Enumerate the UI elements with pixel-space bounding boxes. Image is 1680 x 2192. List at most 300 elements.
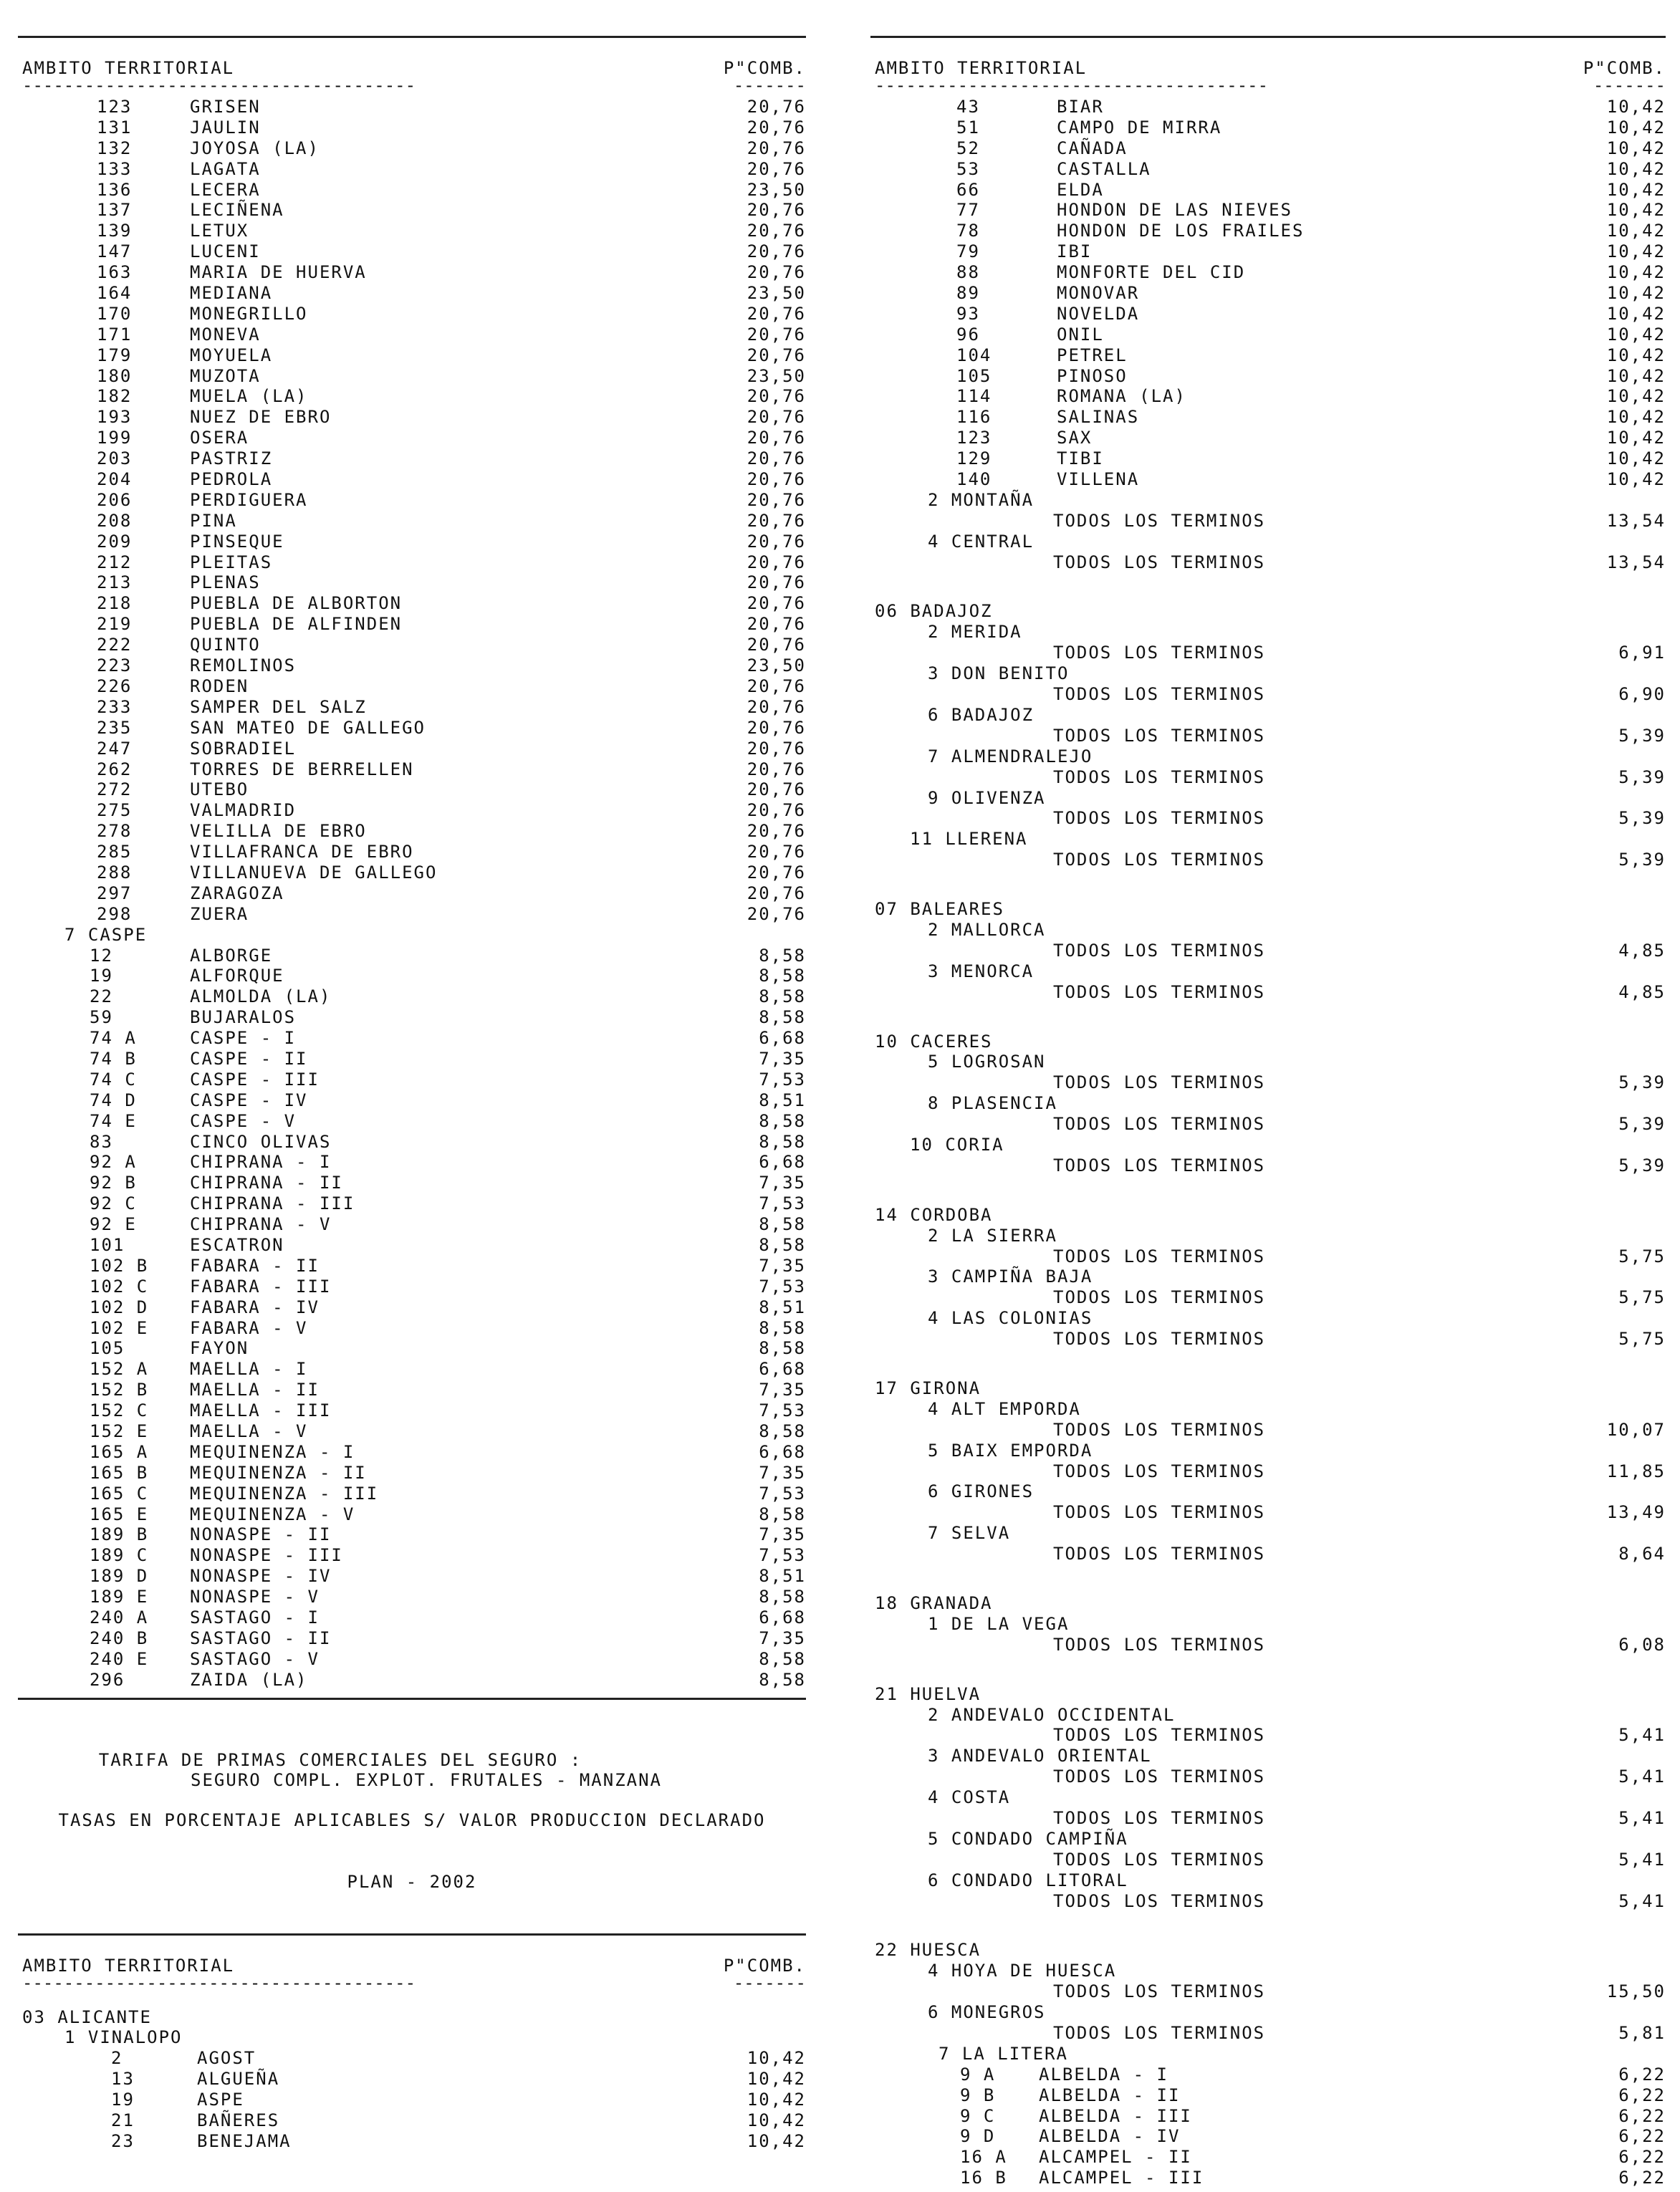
table-row (18, 1463, 806, 1484)
table-row (18, 1152, 806, 1173)
rate-value: 20,76 (747, 800, 806, 821)
table-header (18, 1950, 806, 1994)
todos-label: TODOS LOS TERMINOS (1053, 1634, 1266, 1655)
caspe-list (18, 946, 806, 1691)
comarca-name: 5 LOGROSAN (928, 1052, 1046, 1072)
table-row (18, 366, 806, 387)
municipality-code: 189 B (90, 1524, 149, 1545)
table-row (870, 2064, 1666, 2085)
rate-value: 20,76 (747, 510, 806, 531)
table-row (18, 428, 806, 448)
todos-label: TODOS LOS TERMINOS (1053, 552, 1266, 572)
municipality-code: 288 (97, 862, 133, 883)
todos-row (870, 1808, 1666, 1829)
comarca-name: 10 CORIA (910, 1134, 1004, 1155)
todos-label: TODOS LOS TERMINOS (1053, 2023, 1266, 2044)
municipality-name: VALMADRID (190, 800, 297, 821)
rate-value: 7,35 (759, 1380, 806, 1400)
rate-value: 10,42 (1606, 200, 1666, 221)
rate-value: 10,42 (1606, 345, 1666, 365)
table-row (18, 862, 806, 883)
rate-value: 10,42 (1606, 386, 1666, 407)
rate-value: 8,58 (759, 1338, 806, 1359)
municipality-code: 296 (90, 1669, 125, 1690)
comarca-label (870, 705, 1666, 726)
municipality-name: LUCENI (190, 241, 261, 262)
municipality-name: MONEGRILLO (190, 303, 308, 324)
rate-value: 20,76 (747, 448, 806, 469)
municipality-name: ALBELDA - III (1039, 2105, 1192, 2126)
comarca-label (870, 1399, 1666, 1420)
comarca-name: 5 BAIX EMPORDA (928, 1440, 1093, 1461)
municipality-code: 102 E (90, 1317, 149, 1338)
province-name: 03 ALICANTE (22, 2006, 152, 2027)
comarca-label (870, 1614, 1666, 1635)
rate-value: 20,76 (747, 407, 806, 428)
rate-value: 8,58 (759, 1587, 806, 1607)
province-label (870, 1032, 1666, 1052)
province-label (870, 1378, 1666, 1399)
rate-value: 5,41 (1618, 1766, 1666, 1787)
municipality-name: MOYUELA (190, 345, 273, 365)
table-row (18, 1111, 806, 1132)
rate-value: 8,58 (759, 1648, 806, 1669)
municipality-code: 74 D (90, 1090, 137, 1110)
table-row (18, 739, 806, 759)
municipality-code: 19 (111, 2090, 135, 2110)
todos-row (870, 1114, 1666, 1135)
municipality-name: ALMOLDA (LA) (190, 986, 332, 1007)
municipality-code: 105 (956, 365, 992, 386)
table-row (18, 1090, 806, 1111)
municipality-name: CASPE - IV (190, 1090, 308, 1110)
municipality-name: MUZOTA (190, 365, 261, 386)
header-dashes: -------------------------------------- (22, 75, 416, 95)
rate-value: 23,50 (747, 179, 806, 200)
table-row (18, 1277, 806, 1297)
municipality-code: 204 (97, 469, 133, 490)
table-row (18, 200, 806, 221)
rate-value: 6,22 (1618, 2085, 1666, 2105)
comarca-name: 4 HOYA DE HUESCA (928, 1961, 1117, 1981)
municipality-code: 165 E (90, 1504, 149, 1524)
table-row (18, 1007, 806, 1028)
todos-label: TODOS LOS TERMINOS (1053, 1287, 1266, 1308)
rate-value: 8,58 (759, 1214, 806, 1235)
table-row (870, 2085, 1666, 2106)
municipality-name: ASPE (197, 2090, 244, 2110)
comarca-label (870, 1523, 1666, 1544)
comarca-label (870, 1870, 1666, 1891)
municipality-name: JOYOSA (LA) (190, 138, 320, 158)
municipality-name: OSERA (190, 428, 249, 448)
table-header (870, 52, 1666, 97)
table-row (18, 2048, 806, 2069)
table-row (870, 325, 1666, 345)
table-row (870, 97, 1666, 117)
municipality-name: MEQUINENZA - V (190, 1504, 355, 1524)
table-row (18, 221, 806, 241)
rate-value: 6,68 (759, 1607, 806, 1628)
municipality-code: 170 (97, 303, 133, 324)
municipality-code: 164 (97, 283, 133, 304)
todos-label: TODOS LOS TERMINOS (1053, 850, 1266, 870)
comarca-label (870, 663, 1666, 684)
rate-value: 20,76 (747, 345, 806, 365)
table-row (18, 1607, 806, 1628)
municipality-code: 152 E (90, 1421, 149, 1441)
municipality-code: 147 (97, 241, 133, 262)
municipality-code: 114 (956, 386, 992, 407)
table-row (18, 904, 806, 925)
municipality-code: 92 C (90, 1193, 137, 1214)
municipality-code: 66 (956, 179, 980, 200)
todos-row (870, 850, 1666, 870)
table-row (18, 1649, 806, 1670)
municipality-code: 165 A (90, 1441, 149, 1462)
comarca-label (870, 961, 1666, 982)
table-row (18, 180, 806, 201)
municipality-code: 152 B (90, 1380, 149, 1400)
municipality-code: 79 (956, 241, 980, 262)
municipality-name: ZARAGOZA (190, 883, 284, 903)
comarca-label (870, 2044, 1666, 2064)
table-row (18, 97, 806, 117)
table-row (18, 490, 806, 511)
municipality-name: ALBORGE (190, 945, 273, 966)
rate-value: 20,76 (747, 158, 806, 179)
province-label (870, 1205, 1666, 1226)
comarca-name: 3 CAMPIÑA BAJA (928, 1266, 1093, 1287)
province-label (870, 1684, 1666, 1705)
comarca-label (870, 490, 1666, 511)
rate-value: 7,53 (759, 1276, 806, 1297)
municipality-code: 105 (90, 1338, 125, 1359)
rate-value: 6,91 (1618, 643, 1666, 663)
municipality-code: 16 A (960, 2147, 1007, 2168)
municipality-code: 189 E (90, 1587, 149, 1607)
group-spacer (870, 1350, 1666, 1378)
municipality-code: 235 (97, 717, 133, 738)
rate-value: 6,68 (759, 1152, 806, 1173)
municipality-code: 12 (90, 945, 113, 966)
comarca-name: 4 LAS COLONIAS (928, 1308, 1093, 1329)
municipality-code: 102 B (90, 1255, 149, 1276)
comarca-label (870, 1226, 1666, 1246)
rate-value: 7,53 (759, 1483, 806, 1504)
table-row (18, 676, 806, 697)
municipality-code: 262 (97, 759, 133, 779)
municipality-name: VELILLA DE EBRO (190, 821, 367, 842)
right-column (870, 36, 1666, 2188)
table-row (18, 511, 806, 532)
todos-row (870, 1420, 1666, 1441)
province-name: 14 CORDOBA (875, 1204, 993, 1225)
municipality-name: PINOSO (1057, 365, 1128, 386)
group-spacer (870, 1655, 1666, 1684)
todos-label: TODOS LOS TERMINOS (1053, 684, 1266, 705)
rate-value: 20,76 (747, 779, 806, 800)
rate-value: 15,50 (1606, 1981, 1666, 2002)
table-row (18, 1587, 806, 1607)
municipality-name: LETUX (190, 221, 249, 241)
province-groups (870, 490, 1666, 2044)
rate-value: 20,76 (747, 386, 806, 407)
municipality-code: 203 (97, 448, 133, 469)
rate-value: 7,35 (759, 1628, 806, 1648)
municipality-name: JAULIN (190, 117, 261, 138)
rate-value: 8,58 (759, 1110, 806, 1131)
rate-value: 5,39 (1618, 1114, 1666, 1135)
rate-value: 8,58 (759, 1504, 806, 1524)
municipality-code: 179 (97, 345, 133, 365)
rate-value: 20,76 (747, 572, 806, 593)
rate-value: 5,75 (1618, 1287, 1666, 1308)
municipality-name: ALBELDA - IV (1039, 2126, 1181, 2147)
table-row (18, 1256, 806, 1277)
rate-value: 20,76 (747, 842, 806, 862)
rate-value: 5,39 (1618, 1072, 1666, 1093)
table-row (18, 1545, 806, 1566)
rate-value: 6,68 (759, 1028, 806, 1049)
comarca-label (870, 2002, 1666, 2023)
rate-value: 5,39 (1618, 766, 1666, 787)
group-spacer (870, 1176, 1666, 1205)
municipality-name: VILLANUEVA DE GALLEGO (190, 862, 438, 883)
municipality-name: REMOLINOS (190, 655, 297, 676)
municipality-code: 89 (956, 283, 980, 304)
table-row (870, 200, 1666, 221)
table-row (18, 345, 806, 366)
todos-row (870, 1461, 1666, 1482)
todos-row (870, 684, 1666, 705)
comarca-label (870, 622, 1666, 643)
municipality-code: 101 (90, 1234, 125, 1255)
municipality-code: 133 (97, 158, 133, 179)
municipality-name: FABARA - II (190, 1255, 320, 1276)
municipality-code: 74 A (90, 1028, 137, 1049)
table-row (870, 2168, 1666, 2188)
municipality-code: 9 B (960, 2085, 996, 2105)
municipality-name: NONASPE - IV (190, 1566, 332, 1587)
rate-value: 10,42 (1606, 303, 1666, 324)
table-row (18, 1214, 806, 1235)
table-row (18, 1504, 806, 1525)
table-row (18, 842, 806, 862)
municipality-code: 298 (97, 903, 133, 924)
table-row (18, 1442, 806, 1463)
rate-value: 20,76 (747, 717, 806, 738)
table-row (870, 386, 1666, 407)
todos-row (870, 1725, 1666, 1746)
rate-value: 20,76 (747, 738, 806, 759)
municipality-name: MAELLA - V (190, 1421, 308, 1441)
todos-label: TODOS LOS TERMINOS (1053, 1981, 1266, 2002)
municipality-name: CAÑADA (1057, 138, 1128, 158)
todos-row (870, 1502, 1666, 1523)
municipality-code: 129 (956, 448, 992, 469)
rate-value: 20,76 (747, 614, 806, 635)
todos-row (870, 511, 1666, 532)
rate-value: 13,54 (1606, 510, 1666, 531)
municipality-name: CHIPRANA - II (190, 1173, 343, 1193)
table-row (18, 1235, 806, 1256)
rate-value: 23,50 (747, 283, 806, 304)
rate-value: 20,76 (747, 262, 806, 283)
municipality-name: NOVELDA (1057, 303, 1140, 324)
municipality-name: ALFORQUE (190, 966, 284, 986)
municipality-name: CASPE - III (190, 1069, 320, 1090)
rate-value: 4,85 (1618, 981, 1666, 1002)
municipality-name: PLEITAS (190, 552, 273, 572)
comarca-name: 2 LA SIERRA (928, 1225, 1057, 1246)
table-row (18, 1028, 806, 1049)
municipality-code: 212 (97, 552, 133, 572)
table-row (18, 117, 806, 138)
todos-label: TODOS LOS TERMINOS (1053, 725, 1266, 746)
comarca-name: 1 VINALOPO (64, 2027, 183, 2048)
municipality-code: 297 (97, 883, 133, 903)
table-row (18, 325, 806, 345)
province-label (18, 2007, 806, 2028)
rate-value: 8,58 (759, 945, 806, 966)
municipality-code: 22 (90, 986, 113, 1007)
municipality-name: MAELLA - II (190, 1380, 320, 1400)
table-header (18, 52, 806, 97)
municipality-name: ALBELDA - I (1039, 2064, 1168, 2085)
rate-value: 8,51 (759, 1090, 806, 1110)
tarifa-title: TARIFA DE PRIMAS COMERCIALES DEL SEGURO : (98, 1749, 582, 1770)
todos-label: TODOS LOS TERMINOS (1053, 981, 1266, 1002)
municipality-name: ALCAMPEL - II (1039, 2147, 1192, 2168)
municipality-name: FABARA - IV (190, 1297, 320, 1317)
rate-value: 20,76 (747, 469, 806, 490)
rate-value: 10,42 (1606, 262, 1666, 283)
municipality-code: 102 D (90, 1297, 149, 1317)
table-row (18, 2110, 806, 2131)
rate-value: 10,42 (1606, 283, 1666, 304)
todos-row (870, 643, 1666, 663)
table-row (870, 2106, 1666, 2127)
municipality-code: 226 (97, 676, 133, 696)
municipality-name: NONASPE - III (190, 1545, 343, 1566)
group-spacer (870, 1564, 1666, 1593)
municipality-name: AGOST (197, 2048, 256, 2069)
municipality-name: CASPE - I (190, 1028, 297, 1049)
municipality-name: SAX (1057, 428, 1093, 448)
table-row (18, 966, 806, 986)
table-row (18, 2069, 806, 2090)
municipality-code: 240 E (90, 1648, 149, 1669)
table-row (870, 221, 1666, 241)
municipality-name: LECERA (190, 179, 261, 200)
rate-value: 4,85 (1618, 940, 1666, 961)
table-row (18, 1524, 806, 1545)
municipality-code: 209 (97, 531, 133, 552)
todos-label: TODOS LOS TERMINOS (1053, 1766, 1266, 1787)
rate-value: 8,51 (759, 1566, 806, 1587)
municipality-code: 152 C (90, 1400, 149, 1421)
municipality-code: 278 (97, 821, 133, 842)
table-row (18, 1484, 806, 1504)
municipality-name: SAN MATEO DE GALLEGO (190, 717, 426, 738)
rate-value: 5,39 (1618, 808, 1666, 829)
rate-value: 20,76 (747, 821, 806, 842)
todos-row (870, 941, 1666, 961)
table-row (18, 1193, 806, 1214)
todos-row (870, 1072, 1666, 1093)
municipality-code: 96 (956, 324, 980, 345)
municipality-code: 19 (90, 966, 113, 986)
header-dashes: ------- (1593, 75, 1666, 95)
pcomb-header: P"COMB. (1583, 58, 1666, 78)
comarca-label (870, 532, 1666, 552)
todos-label: TODOS LOS TERMINOS (1053, 1114, 1266, 1135)
todos-label: TODOS LOS TERMINOS (1053, 510, 1266, 531)
table-row (870, 283, 1666, 304)
comarca-name: 7 SELVA (928, 1523, 1011, 1544)
province-name: 22 HUESCA (875, 1940, 981, 1961)
municipality-code: 213 (97, 572, 133, 593)
todos-label: TODOS LOS TERMINOS (1053, 808, 1266, 829)
rate-value: 10,42 (1606, 179, 1666, 200)
rate-value: 7,35 (759, 1048, 806, 1069)
todos-row (870, 982, 1666, 1003)
top-rule (870, 36, 1666, 38)
todos-label: TODOS LOS TERMINOS (1053, 1461, 1266, 1481)
municipality-name: CASTALLA (1057, 158, 1151, 179)
rate-value: 7,53 (759, 1545, 806, 1566)
municipality-code: 52 (956, 138, 980, 158)
table-row (18, 1049, 806, 1069)
municipality-name: TIBI (1057, 448, 1104, 469)
municipality-code: 123 (956, 428, 992, 448)
rate-value: 10,42 (747, 2130, 806, 2151)
rate-value: 8,58 (759, 1669, 806, 1690)
municipality-code: 240 A (90, 1607, 149, 1628)
municipality-code: 136 (97, 179, 133, 200)
pcomb-header: P"COMB. (723, 58, 806, 78)
municipality-code: 93 (956, 303, 980, 324)
rate-value: 10,42 (1606, 448, 1666, 469)
table-row (18, 2090, 806, 2110)
municipality-code: 247 (97, 738, 133, 759)
todos-row (870, 2023, 1666, 2044)
municipality-code: 132 (97, 138, 133, 158)
municipality-code: 163 (97, 262, 133, 283)
rate-value: 5,39 (1618, 850, 1666, 870)
table-row (18, 718, 806, 739)
municipality-code: 219 (97, 614, 133, 635)
municipality-code: 9 A (960, 2064, 996, 2085)
municipality-name: CINCO OLIVAS (190, 1131, 332, 1152)
todos-label: TODOS LOS TERMINOS (1053, 1419, 1266, 1440)
municipality-name: ALBELDA - II (1039, 2085, 1181, 2105)
group-spacer (870, 572, 1666, 601)
tasas-note: TASAS EN PORCENTAJE APLICABLES S/ VALOR PRODUCCION DECLARADO (58, 1809, 766, 1830)
municipality-code: 92 B (90, 1173, 137, 1193)
table-row (18, 697, 806, 718)
municipality-name: CHIPRANA - V (190, 1214, 332, 1235)
rate-value: 20,76 (747, 862, 806, 883)
todos-row (870, 1891, 1666, 1912)
rate-value: 10,42 (1606, 469, 1666, 490)
municipality-code: 83 (90, 1131, 113, 1152)
table-row (18, 159, 806, 180)
municipality-name: RODEN (190, 676, 249, 696)
rate-value: 6,08 (1618, 1634, 1666, 1655)
table-row (18, 593, 806, 614)
